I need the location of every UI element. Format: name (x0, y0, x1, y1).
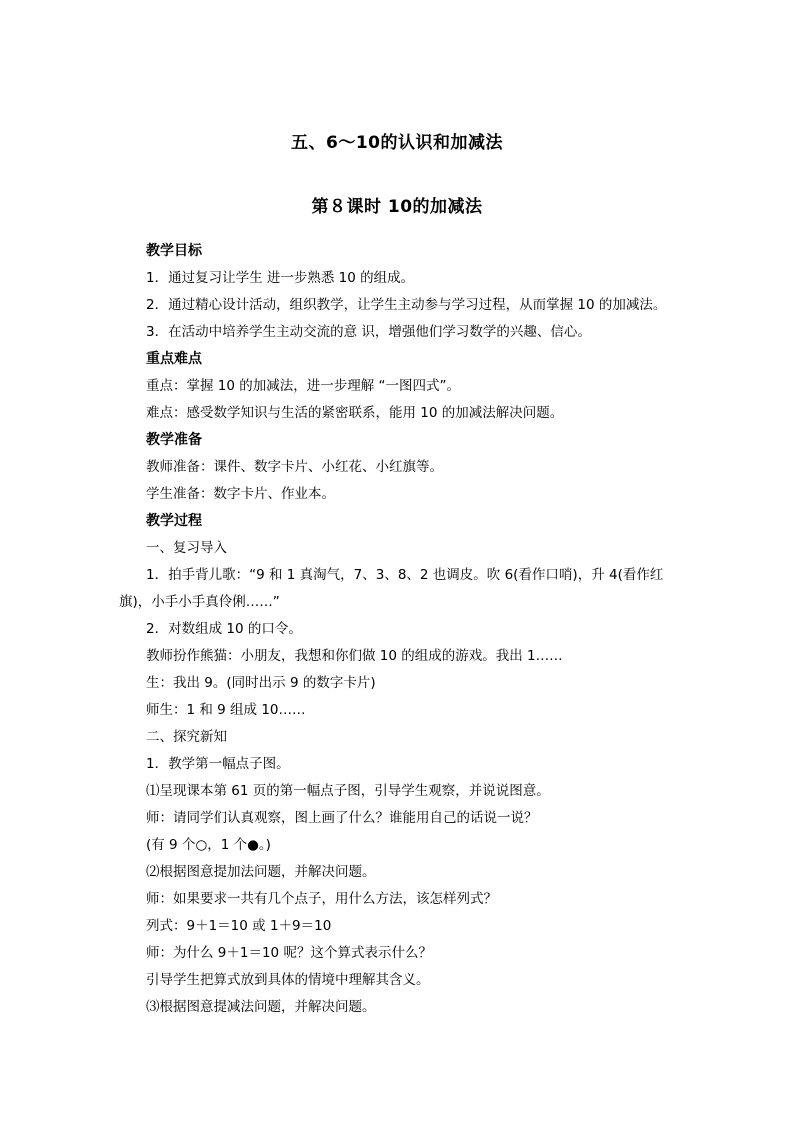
difficulty-line: 难点：感受数学知识与生活的紧密联系，能用 10 的加减法解决问题。 (146, 405, 564, 421)
subsection-explore: 二、探究新知 (146, 729, 227, 745)
lesson-subtitle: 第８课时 10的加减法 (311, 197, 483, 217)
body-line: ⑶根据图意提减法问题，并解决问题。 (146, 999, 376, 1015)
body-line: 师生：1 和 9 组成 10…… (146, 702, 306, 718)
objective-line: 3．在活动中培养学生主动交流的意 识，增强他们学习数学的兴趣、信心。 (146, 324, 591, 340)
equation-line: 列式：9＋1＝10 或 1＋9＝10 (146, 918, 332, 934)
body-line: 1．拍手背儿歌：“9 和 1 真淘气，7、3、8、2 也调皮。吹 6(看作口哨)，升 4(看作红 (146, 567, 664, 583)
document-title: 五、6～10的认识和加减法 (291, 133, 503, 153)
teacher-prep-line: 教师准备：课件、数字卡片、小红花、小红旗等。 (146, 459, 443, 475)
body-line: 教师扮作熊猫：小朋友，我想和你们做 10 的组成的游戏。我出 1…… (146, 648, 563, 664)
body-line: 引导学生把算式放到具体的情境中理解其含义。 (146, 972, 430, 988)
body-line: 2．对数组成 10 的口令。 (146, 621, 302, 637)
body-line: 师：为什么 9＋1＝10 呢？这个算式表示什么？ (146, 945, 432, 961)
body-line: ⑴呈现课本第 61 页的第一幅点子图，引导学生观察，并说说图意。 (146, 783, 550, 799)
subsection-review: 一、复习导入 (146, 540, 227, 556)
student-prep-line: 学生准备：数字卡片、作业本。 (146, 486, 335, 502)
body-line: 师：请同学们认真观察，图上画了什么？谁能用自己的话说一说？ (146, 810, 538, 826)
body-line: (有 9 个○，1 个●。) (146, 837, 271, 853)
section-heading-preparation: 教学准备 (146, 432, 202, 448)
objective-line: 2．通过精心设计活动，组织教学，让学生主动参与学习过程，从而掌握 10 的加减法。 (146, 297, 667, 313)
section-heading-process: 教学过程 (146, 513, 202, 529)
body-line: ⑵根据图意提加法问题，并解决问题。 (146, 864, 376, 880)
body-line: 生：我出 9。(同时出示 9 的数字卡片) (146, 675, 376, 691)
keypoint-line: 重点：掌握 10 的加减法，进一步理解 “一图四式”。 (146, 378, 461, 394)
section-heading-objectives: 教学目标 (146, 243, 202, 259)
body-line: 1．教学第一幅点子图。 (146, 756, 290, 772)
body-line: 师：如果要求一共有几个点子，用什么方法，该怎样列式？ (146, 891, 497, 907)
objective-line: 1．通过复习让学生 进一步熟悉 10 的组成。 (146, 270, 415, 286)
section-heading-keypoints: 重点难点 (146, 351, 202, 367)
body-line-continued: 旗)，小手小手真伶俐……” (119, 594, 280, 610)
